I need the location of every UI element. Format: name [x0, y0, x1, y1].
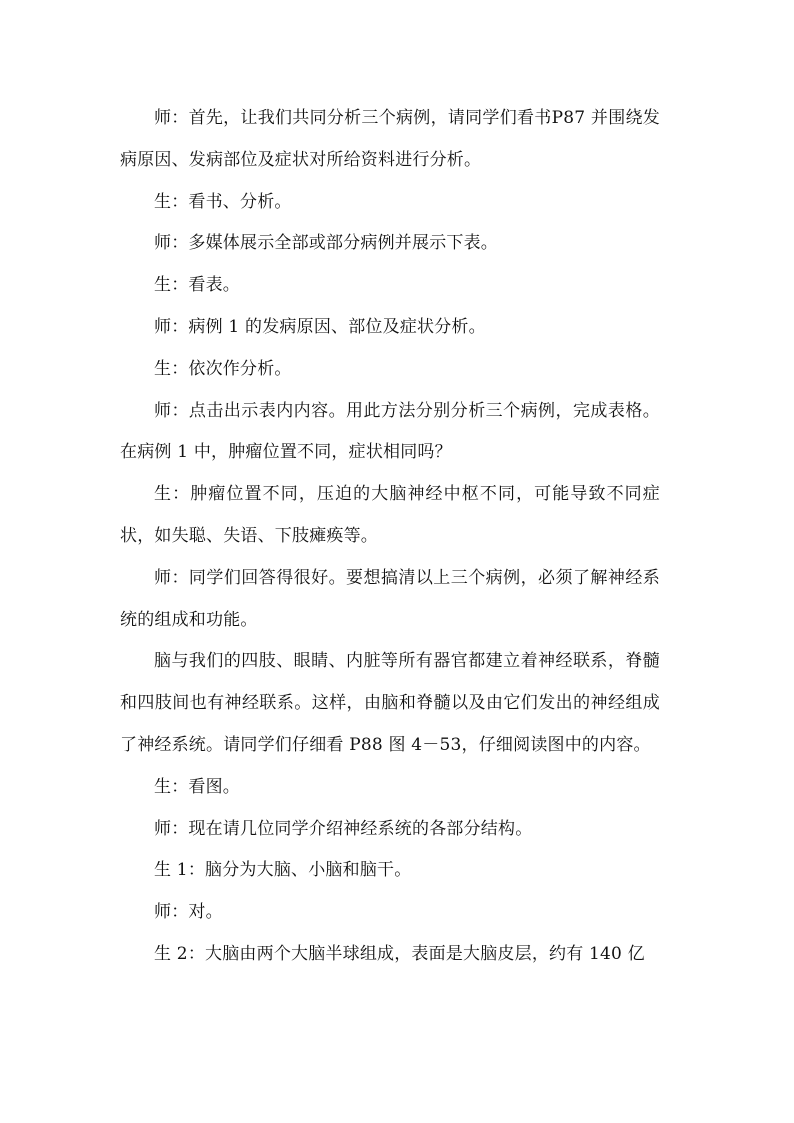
paragraph: 师：点击出示表内内容。用此方法分别分析三个病例，完成表格。在病例 1 中，肿瘤位置不同，症状相同吗？	[120, 400, 660, 463]
paragraph: 师：同学们回答得很好。要想搞清以上三个病例，必须了解神经系统的组成和功能。	[120, 567, 660, 630]
paragraph: 生 2：大脑由两个大脑半球组成，表面是大脑皮层，约有 140 亿	[154, 943, 645, 964]
paragraph: 生：看表。	[154, 275, 240, 296]
document-body	[120, 98, 660, 976]
paragraph: 生：看图。	[154, 776, 240, 797]
paragraph: 生 1：脑分为大脑、小脑和脑干。	[154, 860, 412, 881]
paragraph: 师：病例 1 的发病原因、部位及症状分析。	[154, 316, 486, 337]
paragraph: 生：看书、分析。	[154, 191, 292, 212]
paragraph: 师：现在请几位同学介绍神经系统的各部分结构。	[154, 818, 533, 839]
paragraph: 师：对。	[154, 902, 223, 923]
paragraph: 生：肿瘤位置不同，压迫的大脑神经中枢不同，可能导致不同症状，如失聪、失语、下肢瘫痪等。	[120, 484, 660, 546]
paragraph: 脑与我们的四肢、眼睛、内脏等所有器官都建立着神经联系，脊髓和四肢间也有神经联系。这样，由脑和脊髓以及由它们发出的神经组成了神经系统。请同学们仔细看 P88 图 4－53，仔细阅读图中的内容。	[120, 651, 660, 755]
paragraph: 生：依次作分析。	[154, 358, 292, 379]
paragraph: 师：多媒体展示全部或部分病例并展示下表。	[154, 233, 498, 254]
paragraph: 师：首先，让我们共同分析三个病例，请同学们看书P87 并围绕发病原因、发病部位及症状对所给资料进行分析。	[120, 108, 660, 170]
